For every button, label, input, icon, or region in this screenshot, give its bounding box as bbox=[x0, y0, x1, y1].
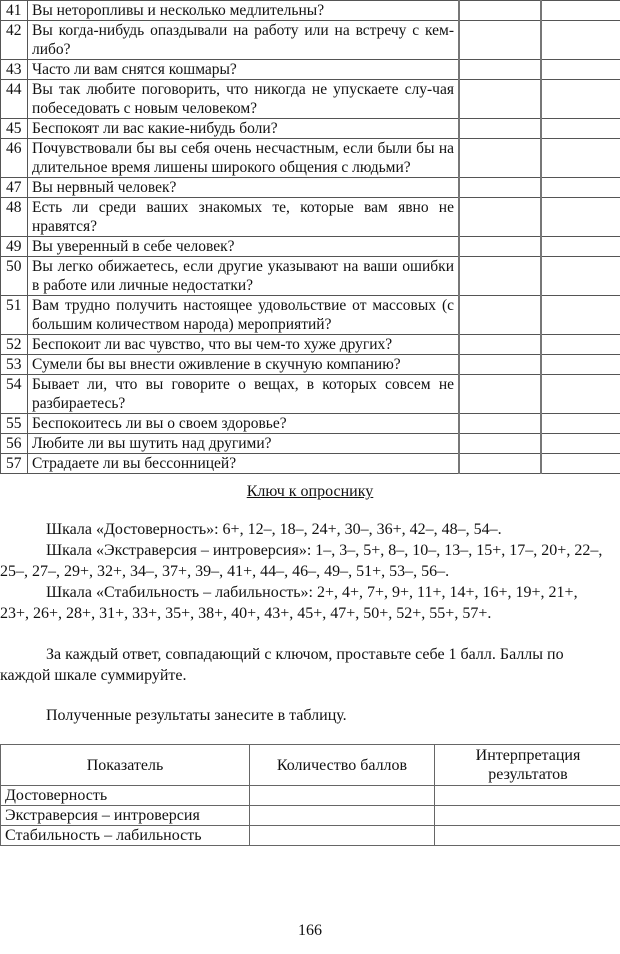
question-text: Сумели бы вы внести оживление в скучную компанию? bbox=[28, 355, 460, 375]
question-text: Есть ли среди ваших знакомых те, которые вам явно не нравятся? bbox=[28, 198, 460, 237]
answer-yes-cell[interactable] bbox=[459, 1, 541, 21]
answer-no-cell[interactable] bbox=[541, 198, 620, 237]
question-text: Любите ли вы шутить над другими? bbox=[28, 434, 460, 454]
answer-no-cell[interactable] bbox=[541, 375, 620, 414]
question-row bbox=[1, 1, 620, 21]
question-text: Вы легко обижаетесь, если другие указывают на ваши ошибки в работе или личные недостатки? bbox=[28, 257, 460, 296]
question-text: Беспокоитесь ли вы о своем здоровье? bbox=[28, 414, 460, 434]
answer-yes-cell[interactable] bbox=[459, 198, 541, 237]
question-number: 52 bbox=[1, 335, 28, 355]
answer-yes-cell[interactable] bbox=[459, 454, 541, 474]
answer-no-cell[interactable] bbox=[541, 296, 620, 335]
page-number: 166 bbox=[298, 922, 322, 939]
question-row bbox=[1, 80, 620, 119]
questionnaire-table bbox=[0, 0, 620, 474]
question-number: 47 bbox=[1, 178, 28, 198]
interpretation-cell[interactable] bbox=[435, 786, 620, 806]
indicator-label: Достоверность bbox=[1, 786, 250, 806]
answer-yes-cell[interactable] bbox=[459, 375, 541, 414]
answer-no-cell[interactable] bbox=[541, 454, 620, 474]
header-interpretation: Интерпретация результатов bbox=[435, 745, 620, 786]
question-text: Бывает ли, что вы говорите о вещах, в которых совсем не разбираетесь? bbox=[28, 375, 460, 414]
answer-yes-cell[interactable] bbox=[459, 414, 541, 434]
interpretation-cell[interactable] bbox=[435, 826, 620, 846]
answer-no-cell[interactable] bbox=[541, 434, 620, 454]
indicator-label: Стабильность – лабильность bbox=[1, 826, 250, 846]
answer-no-cell[interactable] bbox=[541, 60, 620, 80]
answer-no-cell[interactable] bbox=[541, 1, 620, 21]
question-row bbox=[1, 414, 620, 434]
results-row bbox=[1, 806, 620, 826]
answer-no-cell[interactable] bbox=[541, 257, 620, 296]
question-number: 50 bbox=[1, 257, 28, 296]
question-text: Беспокоят ли вас какие-нибудь боли? bbox=[28, 119, 460, 139]
question-text: Вы так любите поговорить, что никогда не упускаете слу-чая побеседовать с новым человеком? bbox=[28, 80, 460, 119]
answer-no-cell[interactable] bbox=[541, 355, 620, 375]
answer-no-cell[interactable] bbox=[541, 237, 620, 257]
question-row bbox=[1, 237, 620, 257]
question-text: Почувствовали бы вы себя очень несчастным, если были бы на длительное время лишены широкого общения с людьми? bbox=[28, 139, 460, 178]
question-row bbox=[1, 296, 620, 335]
answer-no-cell[interactable] bbox=[541, 21, 620, 60]
results-header-row bbox=[1, 745, 620, 786]
record-instruction: Полученные результаты занесите в таблицу. bbox=[46, 707, 347, 724]
answer-no-cell[interactable] bbox=[541, 335, 620, 355]
results-table bbox=[0, 744, 620, 846]
answer-yes-cell[interactable] bbox=[459, 434, 541, 454]
scoring-instruction: За каждый ответ, совпадающий с ключом, проставьте себе 1 балл. Баллы по каждой шкале суммируйте. bbox=[0, 646, 564, 684]
header-score: Количество баллов bbox=[250, 745, 435, 786]
question-number: 46 bbox=[1, 139, 28, 178]
question-text: Вы неторопливы и несколько медлительны? bbox=[28, 1, 460, 21]
question-row bbox=[1, 198, 620, 237]
question-number: 48 bbox=[1, 198, 28, 237]
scale-stability: Шкала «Стабильность – лабильность»: 2+, 4+, 7+, 9+, 11+, 14+, 16+, 19+, 21+, 23+, 26+, 28+, 31+, 33+, 35+, 38+, 40+, 43+, 45+, 47+, 50+, 52+, 55+, 57+. bbox=[0, 584, 578, 622]
scale-reliability: Шкала «Достоверность»: 6+, 12–, 18–, 24+, 30–, 36+, 42–, 48–, 54–. bbox=[46, 521, 502, 538]
question-number: 51 bbox=[1, 296, 28, 335]
answer-no-cell[interactable] bbox=[541, 119, 620, 139]
answer-yes-cell[interactable] bbox=[459, 355, 541, 375]
answer-yes-cell[interactable] bbox=[459, 296, 541, 335]
question-text: Вы когда-нибудь опаздывали на работу или на встречу с кем-либо? bbox=[28, 21, 460, 60]
answer-yes-cell[interactable] bbox=[459, 178, 541, 198]
answer-yes-cell[interactable] bbox=[459, 139, 541, 178]
question-row bbox=[1, 375, 620, 414]
answer-yes-cell[interactable] bbox=[459, 257, 541, 296]
answer-no-cell[interactable] bbox=[541, 178, 620, 198]
answer-no-cell[interactable] bbox=[541, 80, 620, 119]
question-number: 56 bbox=[1, 434, 28, 454]
question-number: 45 bbox=[1, 119, 28, 139]
answer-yes-cell[interactable] bbox=[459, 119, 541, 139]
question-number: 54 bbox=[1, 375, 28, 414]
question-row bbox=[1, 21, 620, 60]
question-row bbox=[1, 335, 620, 355]
question-number: 43 bbox=[1, 60, 28, 80]
score-cell[interactable] bbox=[250, 826, 435, 846]
question-row bbox=[1, 257, 620, 296]
answer-no-cell[interactable] bbox=[541, 139, 620, 178]
question-number: 49 bbox=[1, 237, 28, 257]
question-number: 55 bbox=[1, 414, 28, 434]
question-number: 42 bbox=[1, 21, 28, 60]
answer-yes-cell[interactable] bbox=[459, 335, 541, 355]
question-number: 53 bbox=[1, 355, 28, 375]
scale-extraversion: Шкала «Экстраверсия – интроверсия»: 1–, 3–, 5+, 8–, 10–, 13–, 15+, 17–, 20+, 22–, 25–, 27–, 29+, 32+, 34–, 37+, 39–, 41+, 44–, 46–, 49–, 51+, 53–, 56–. bbox=[0, 542, 603, 580]
question-text: Страдаете ли вы бессонницей? bbox=[28, 454, 460, 474]
question-row bbox=[1, 355, 620, 375]
question-number: 41 bbox=[1, 1, 28, 21]
answer-yes-cell[interactable] bbox=[459, 80, 541, 119]
results-row bbox=[1, 826, 620, 846]
key-title: Ключ к опроснику bbox=[246, 483, 374, 500]
header-indicator: Показатель bbox=[1, 745, 250, 786]
question-text: Вы нервный человек? bbox=[28, 178, 460, 198]
answer-yes-cell[interactable] bbox=[459, 237, 541, 257]
answer-yes-cell[interactable] bbox=[459, 60, 541, 80]
indicator-label: Экстраверсия – интроверсия bbox=[1, 806, 250, 826]
question-row bbox=[1, 434, 620, 454]
question-row bbox=[1, 178, 620, 198]
question-number: 44 bbox=[1, 80, 28, 119]
question-text: Вы уверенный в себе человек? bbox=[28, 237, 460, 257]
score-cell[interactable] bbox=[250, 806, 435, 826]
question-row bbox=[1, 139, 620, 178]
question-row bbox=[1, 119, 620, 139]
score-cell[interactable] bbox=[250, 786, 435, 806]
question-text: Беспокоит ли вас чувство, что вы чем-то хуже других? bbox=[28, 335, 460, 355]
question-text: Вам трудно получить настоящее удовольствие от массовых (с большим количеством народа) мероприятий? bbox=[28, 296, 460, 335]
results-row bbox=[1, 786, 620, 806]
interpretation-cell[interactable] bbox=[435, 806, 620, 826]
answer-no-cell[interactable] bbox=[541, 414, 620, 434]
key-scales bbox=[0, 519, 604, 624]
question-row bbox=[1, 454, 620, 474]
question-row bbox=[1, 60, 620, 80]
question-number: 57 bbox=[1, 454, 28, 474]
answer-yes-cell[interactable] bbox=[459, 21, 541, 60]
question-text: Часто ли вам снятся кошмары? bbox=[28, 60, 460, 80]
